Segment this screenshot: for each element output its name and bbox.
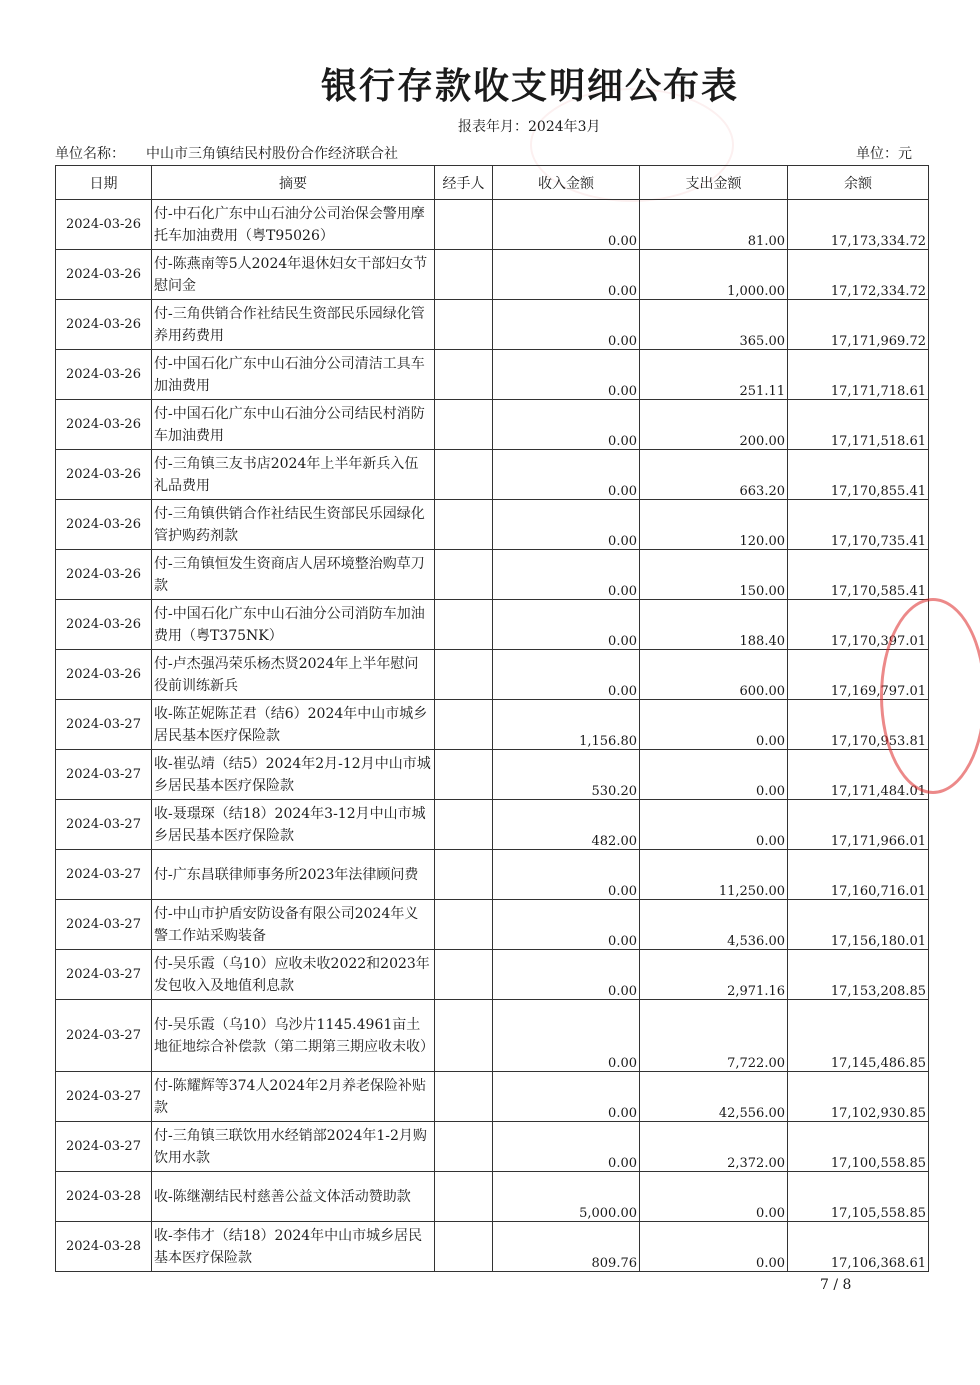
col-header-summary: 摘要 <box>152 166 435 200</box>
cell-income: 0.00 <box>493 1122 640 1172</box>
ledger-body <box>56 200 929 1272</box>
cell-income: 0.00 <box>493 400 640 450</box>
cell-summary: 收-聂璟琛（结18）2024年3-12月中山市城乡居民基本医疗保险款 <box>152 800 435 850</box>
cell-expense: 188.40 <box>640 600 788 650</box>
cell-handler <box>435 1072 493 1122</box>
cell-date: 2024-03-27 <box>56 850 152 900</box>
cell-balance: 17,171,969.72 <box>788 300 929 350</box>
cell-summary: 付-中国石化广东中山石油分公司清洁工具车加油费用 <box>152 350 435 400</box>
cell-handler <box>435 1172 493 1222</box>
cell-handler <box>435 400 493 450</box>
cell-handler <box>435 600 493 650</box>
col-header-balance: 余额 <box>788 166 929 200</box>
cell-handler <box>435 950 493 1000</box>
table-row <box>56 350 929 400</box>
cell-expense: 0.00 <box>640 700 788 750</box>
cell-date: 2024-03-26 <box>56 650 152 700</box>
table-row <box>56 1222 929 1272</box>
cell-expense: 0.00 <box>640 1222 788 1272</box>
cell-date: 2024-03-28 <box>56 1222 152 1272</box>
cell-balance: 17,171,518.61 <box>788 400 929 450</box>
cell-handler <box>435 1122 493 1172</box>
cell-expense: 365.00 <box>640 300 788 350</box>
cell-summary: 付-三角镇供销合作社结民生资部民乐园绿化管护购药剂款 <box>152 500 435 550</box>
cell-summary: 付-卢杰强冯荣乐杨杰贤2024年上半年慰问役前训练新兵 <box>152 650 435 700</box>
cell-handler <box>435 250 493 300</box>
cell-handler <box>435 650 493 700</box>
cell-expense: 0.00 <box>640 750 788 800</box>
cell-income: 0.00 <box>493 900 640 950</box>
col-header-income: 收入金额 <box>493 166 640 200</box>
table-row <box>56 800 929 850</box>
cell-summary: 付-吴乐霞（乌10）应收未收2022和2023年发包收入及地值利息款 <box>152 950 435 1000</box>
cell-summary: 付-中石化广东中山石油分公司治保会警用摩托车加油费用（粤T95026） <box>152 200 435 250</box>
cell-summary: 付-中国石化广东中山石油分公司消防车加油费用（粤T375NK） <box>152 600 435 650</box>
cell-balance: 17,102,930.85 <box>788 1072 929 1122</box>
cell-income: 1,156.80 <box>493 700 640 750</box>
cell-expense: 600.00 <box>640 650 788 700</box>
cell-handler <box>435 1222 493 1272</box>
cell-expense: 150.00 <box>640 550 788 600</box>
currency-unit: 单位：元 <box>856 146 912 162</box>
table-row <box>56 400 929 450</box>
cell-date: 2024-03-26 <box>56 600 152 650</box>
col-header-handler: 经手人 <box>435 166 493 200</box>
cell-income: 0.00 <box>493 300 640 350</box>
table-row <box>56 450 929 500</box>
table-row <box>56 1000 929 1072</box>
table-row <box>56 1072 929 1122</box>
cell-income: 0.00 <box>493 250 640 300</box>
cell-income: 0.00 <box>493 450 640 500</box>
cell-balance: 17,160,716.01 <box>788 850 929 900</box>
table-row <box>56 1122 929 1172</box>
cell-handler <box>435 800 493 850</box>
cell-handler <box>435 350 493 400</box>
cell-date: 2024-03-27 <box>56 800 152 850</box>
cell-balance: 17,169,797.01 <box>788 650 929 700</box>
cell-summary: 付-陈耀辉等374人2024年2月养老保险补贴款 <box>152 1072 435 1122</box>
cell-balance: 17,145,486.85 <box>788 1000 929 1072</box>
cell-date: 2024-03-27 <box>56 750 152 800</box>
cell-date: 2024-03-27 <box>56 700 152 750</box>
table-row <box>56 750 929 800</box>
cell-balance: 17,100,558.85 <box>788 1122 929 1172</box>
cell-income: 0.00 <box>493 350 640 400</box>
cell-balance: 17,171,718.61 <box>788 350 929 400</box>
cell-balance: 17,106,368.61 <box>788 1222 929 1272</box>
cell-balance: 17,170,735.41 <box>788 500 929 550</box>
cell-expense: 81.00 <box>640 200 788 250</box>
cell-date: 2024-03-26 <box>56 350 152 400</box>
table-row <box>56 550 929 600</box>
cell-income: 530.20 <box>493 750 640 800</box>
cell-expense: 4,536.00 <box>640 900 788 950</box>
cell-handler <box>435 200 493 250</box>
cell-handler <box>435 300 493 350</box>
cell-expense: 0.00 <box>640 800 788 850</box>
table-row <box>56 200 929 250</box>
table-row <box>56 600 929 650</box>
cell-handler <box>435 900 493 950</box>
cell-balance: 17,153,208.85 <box>788 950 929 1000</box>
cell-summary: 付-广东昌联律师事务所2023年法律顾问费 <box>152 850 435 900</box>
cell-balance: 17,170,953.81 <box>788 700 929 750</box>
report-period: 报表年月：2024年3月 <box>458 119 601 135</box>
table-row <box>56 300 929 350</box>
cell-date: 2024-03-27 <box>56 1000 152 1072</box>
table-row <box>56 650 929 700</box>
cell-handler <box>435 500 493 550</box>
cell-expense: 251.11 <box>640 350 788 400</box>
table-row <box>56 250 929 300</box>
cell-summary: 付-吴乐霞（乌10）乌沙片1145.4961亩土地征地综合补偿款（第二期第三期应收未收） <box>152 1000 435 1072</box>
cell-handler <box>435 750 493 800</box>
cell-date: 2024-03-26 <box>56 550 152 600</box>
cell-balance: 17,172,334.72 <box>788 250 929 300</box>
table-row <box>56 500 929 550</box>
cell-summary: 收-陈继潮结民村慈善公益文体活动赞助款 <box>152 1172 435 1222</box>
cell-balance: 17,170,585.41 <box>788 550 929 600</box>
document-title: 银行存款收支明细公布表 <box>320 66 739 107</box>
cell-balance: 17,105,558.85 <box>788 1172 929 1222</box>
cell-balance: 17,171,966.01 <box>788 800 929 850</box>
cell-income: 0.00 <box>493 500 640 550</box>
cell-summary: 付-中国石化广东中山石油分公司结民村消防车加油费用 <box>152 400 435 450</box>
cell-date: 2024-03-28 <box>56 1172 152 1222</box>
cell-balance: 17,170,855.41 <box>788 450 929 500</box>
table-row <box>56 950 929 1000</box>
cell-handler <box>435 1000 493 1072</box>
cell-summary: 收-陈芷妮陈芷君（结6）2024年中山市城乡居民基本医疗保险款 <box>152 700 435 750</box>
ledger-table <box>55 165 929 1272</box>
cell-date: 2024-03-26 <box>56 400 152 450</box>
table-row <box>56 850 929 900</box>
org-name: 中山市三角镇结民村股份合作经济联合社 <box>146 146 398 162</box>
cell-date: 2024-03-26 <box>56 300 152 350</box>
cell-income: 0.00 <box>493 850 640 900</box>
cell-date: 2024-03-27 <box>56 1122 152 1172</box>
cell-date: 2024-03-27 <box>56 900 152 950</box>
cell-date: 2024-03-27 <box>56 1072 152 1122</box>
cell-expense: 1,000.00 <box>640 250 788 300</box>
page-number: 7 / 8 <box>820 1277 852 1293</box>
cell-income: 482.00 <box>493 800 640 850</box>
cell-date: 2024-03-26 <box>56 250 152 300</box>
cell-expense: 11,250.00 <box>640 850 788 900</box>
cell-expense: 200.00 <box>640 400 788 450</box>
cell-date: 2024-03-26 <box>56 500 152 550</box>
cell-date: 2024-03-26 <box>56 200 152 250</box>
cell-summary: 付-陈燕南等5人2024年退休妇女干部妇女节慰问金 <box>152 250 435 300</box>
cell-income: 0.00 <box>493 650 640 700</box>
cell-summary: 付-三角镇三联饮用水经销部2024年1-2月购饮用水款 <box>152 1122 435 1172</box>
table-row <box>56 1172 929 1222</box>
col-header-expense: 支出金额 <box>640 166 788 200</box>
cell-income: 0.00 <box>493 200 640 250</box>
cell-income: 0.00 <box>493 1072 640 1122</box>
cell-balance: 17,170,397.01 <box>788 600 929 650</box>
cell-date: 2024-03-27 <box>56 950 152 1000</box>
cell-income: 0.00 <box>493 950 640 1000</box>
cell-balance: 17,156,180.01 <box>788 900 929 950</box>
cell-expense: 42,556.00 <box>640 1072 788 1122</box>
cell-expense: 2,971.16 <box>640 950 788 1000</box>
cell-handler <box>435 450 493 500</box>
cell-handler <box>435 850 493 900</box>
cell-expense: 2,372.00 <box>640 1122 788 1172</box>
org-label: 单位名称： <box>55 146 125 162</box>
col-header-date: 日期 <box>56 166 152 200</box>
cell-income: 5,000.00 <box>493 1172 640 1222</box>
cell-summary: 付-三角镇三友书店2024年上半年新兵入伍礼品费用 <box>152 450 435 500</box>
cell-summary: 收-李伟才（结18）2024年中山市城乡居民基本医疗保险款 <box>152 1222 435 1272</box>
table-header-row <box>56 166 929 200</box>
cell-income: 0.00 <box>493 550 640 600</box>
cell-handler <box>435 550 493 600</box>
cell-expense: 663.20 <box>640 450 788 500</box>
cell-summary: 付-三角供销合作社结民生资部民乐园绿化管养用药费用 <box>152 300 435 350</box>
cell-income: 0.00 <box>493 1000 640 1072</box>
cell-expense: 7,722.00 <box>640 1000 788 1072</box>
cell-expense: 120.00 <box>640 500 788 550</box>
cell-income: 809.76 <box>493 1222 640 1272</box>
cell-summary: 付-中山市护盾安防设备有限公司2024年义警工作站采购装备 <box>152 900 435 950</box>
table-row <box>56 700 929 750</box>
cell-income: 0.00 <box>493 600 640 650</box>
cell-summary: 付-三角镇恒发生资商店人居环境整治购草刀款 <box>152 550 435 600</box>
cell-date: 2024-03-26 <box>56 450 152 500</box>
cell-expense: 0.00 <box>640 1172 788 1222</box>
cell-summary: 收-崔弘靖（结5）2024年2月-12月中山市城乡居民基本医疗保险款 <box>152 750 435 800</box>
cell-balance: 17,173,334.72 <box>788 200 929 250</box>
table-row <box>56 900 929 950</box>
cell-balance: 17,171,484.01 <box>788 750 929 800</box>
cell-handler <box>435 700 493 750</box>
